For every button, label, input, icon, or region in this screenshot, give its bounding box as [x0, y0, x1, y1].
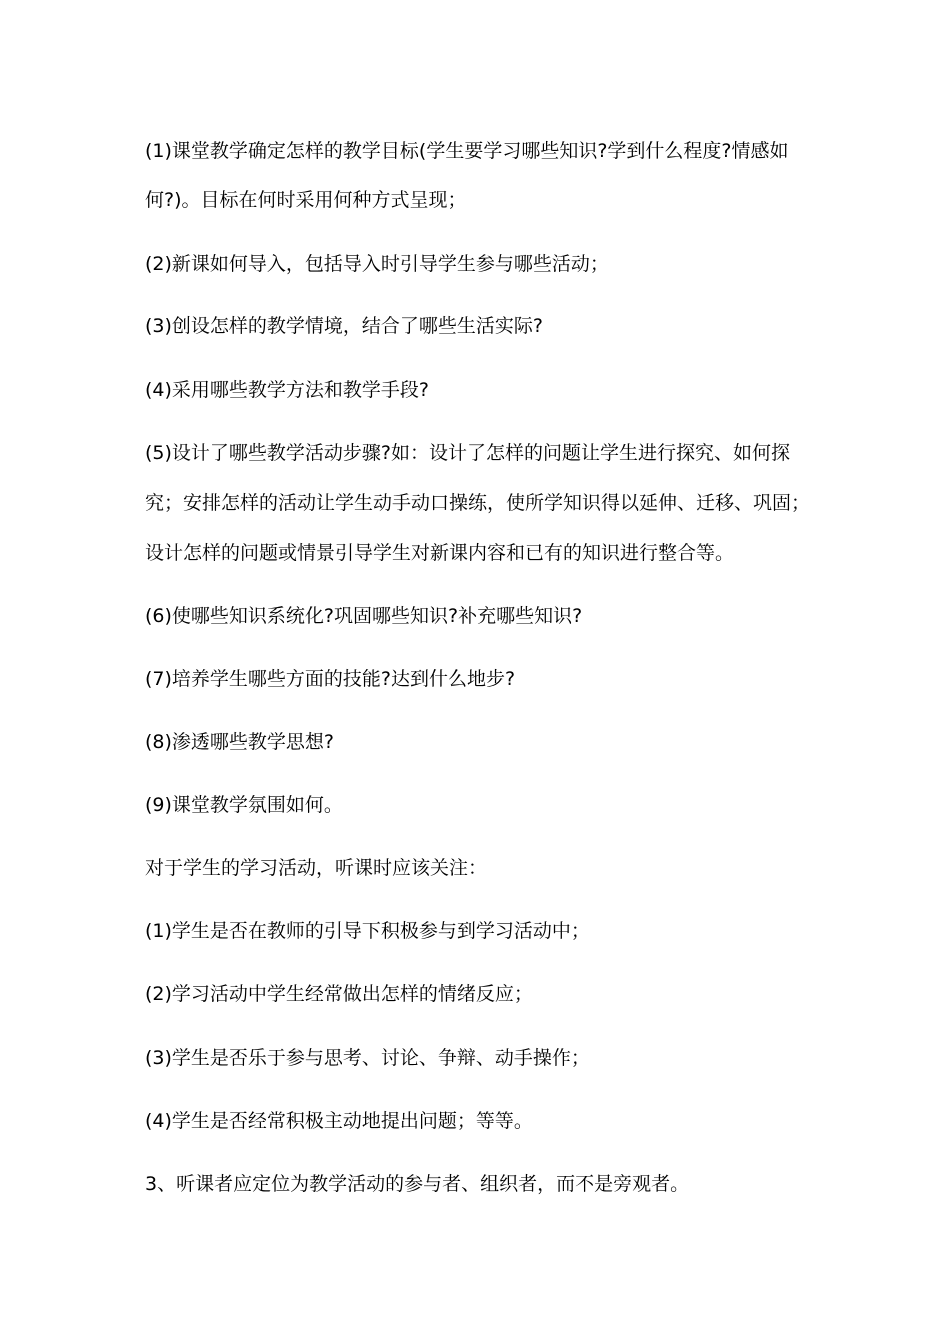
paragraph-line: (9)课堂教学氛围如何。 — [145, 794, 343, 816]
paragraph-line: (3)创设怎样的教学情境，结合了哪些生活实际? — [145, 315, 543, 337]
paragraph-line: (6)使哪些知识系统化?巩固哪些知识?补充哪些知识? — [145, 605, 583, 627]
paragraph-line: (4)学生是否经常积极主动地提出问题；等等。 — [145, 1110, 533, 1132]
paragraph-line: (8)渗透哪些教学思想? — [145, 731, 334, 753]
paragraph-line: (1)学生是否在教师的引导下积极参与到学习活动中； — [145, 920, 590, 942]
paragraph-line: (7)培养学生哪些方面的技能?达到什么地步? — [145, 668, 516, 690]
paragraph-line: (1)课堂教学确定怎样的教学目标(学生要学习哪些知识?学到什么程度?情感如 — [145, 140, 789, 162]
paragraph-line: (2)学习活动中学生经常做出怎样的情绪反应； — [145, 983, 533, 1005]
paragraph-line: 设计怎样的问题或情景引导学生对新课内容和已有的知识进行整合等。 — [145, 542, 735, 564]
paragraph-line: 3、听课者应定位为教学活动的参与者、组织者，而不是旁观者。 — [145, 1173, 690, 1195]
paragraph-line: (2)新课如何导入，包括导入时引导学生参与哪些活动； — [145, 253, 609, 275]
paragraph-line: (3)学生是否乐于参与思考、讨论、争辩、动手操作； — [145, 1047, 590, 1069]
paragraph-line: 究；安排怎样的活动让学生动手动口操练，使所学知识得以延伸、迁移、巩固； — [145, 492, 811, 514]
paragraph-line: 对于学生的学习活动，听课时应该关注： — [145, 857, 488, 879]
paragraph-line: 何?)。目标在何时采用何种方式呈现； — [145, 189, 467, 211]
paragraph-line: (5)设计了哪些教学活动步骤?如：设计了怎样的问题让学生进行探究、如何探 — [145, 442, 790, 464]
paragraph-line: (4)采用哪些教学方法和教学手段? — [145, 379, 429, 401]
